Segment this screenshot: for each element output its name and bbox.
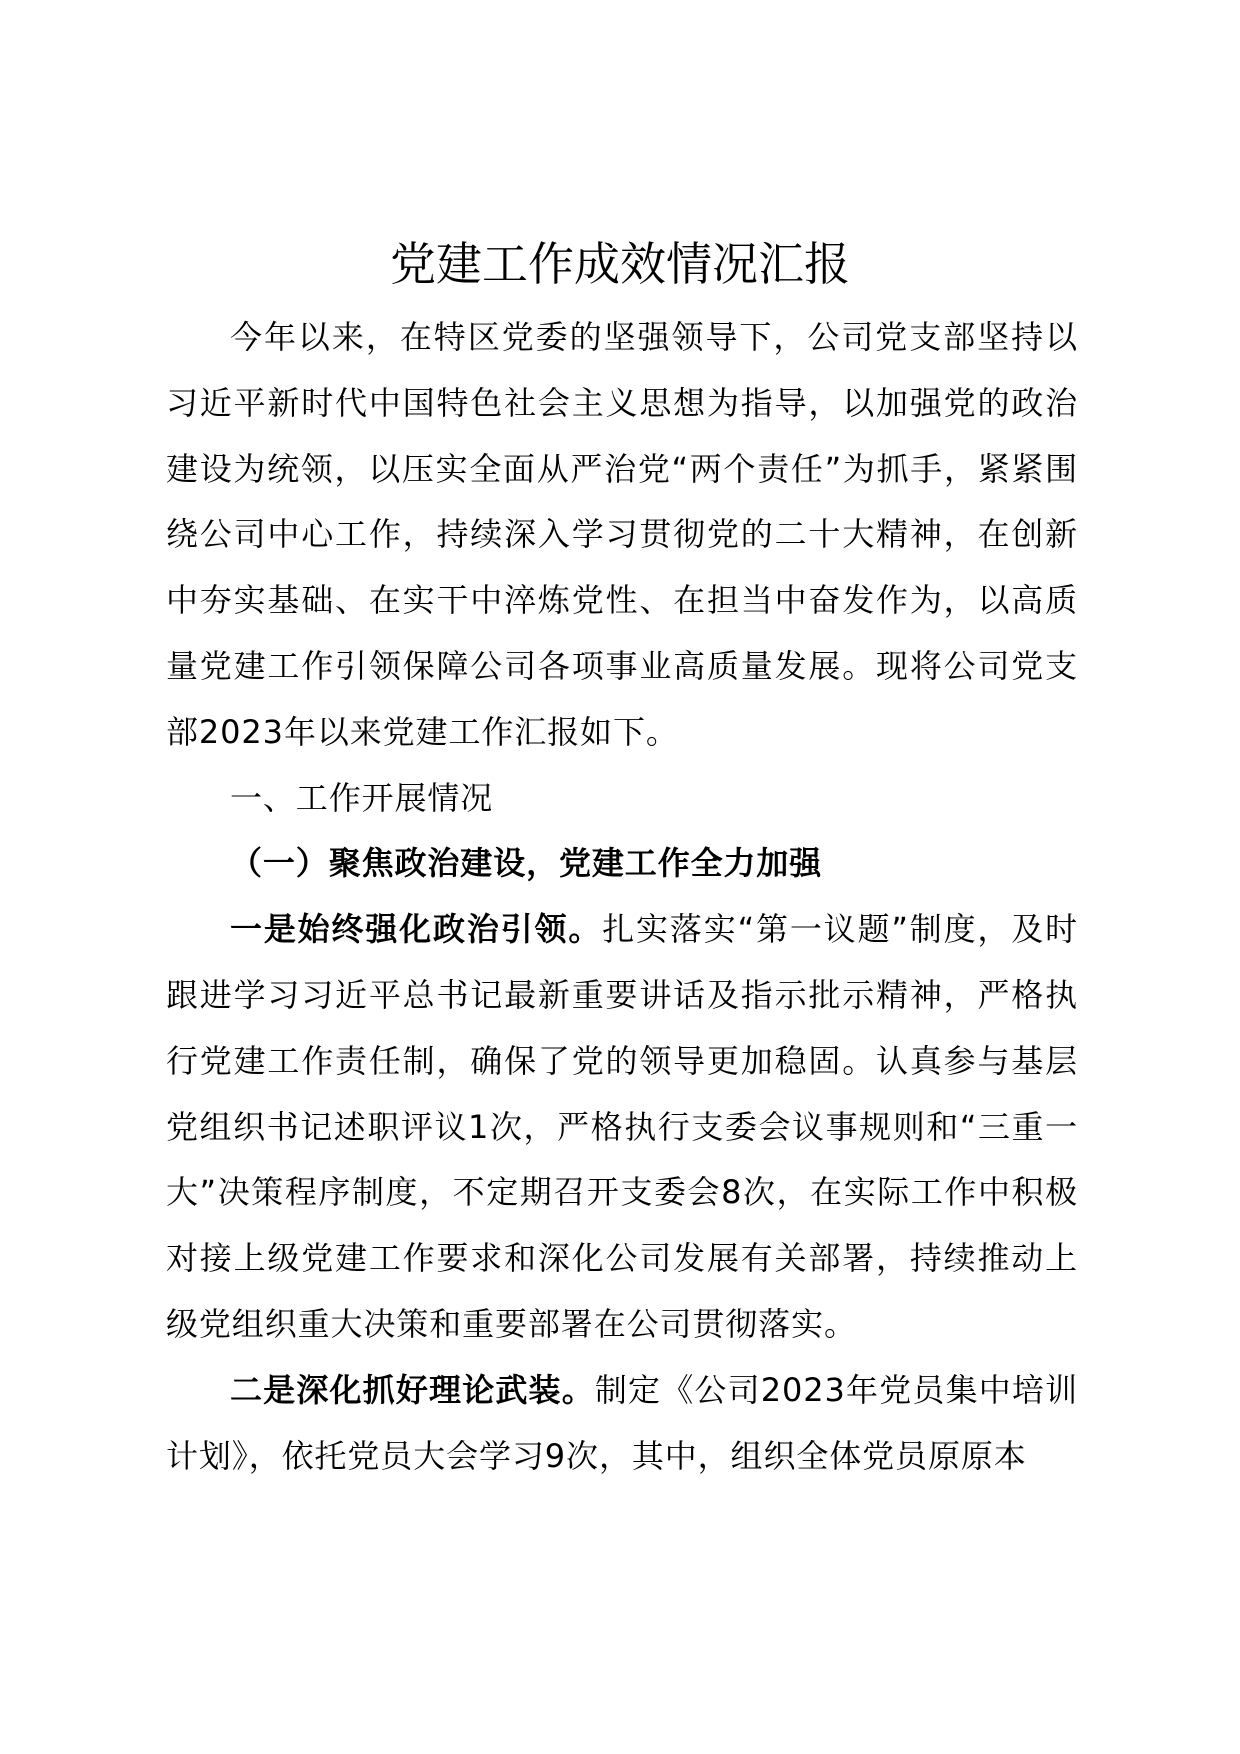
intro-paragraph: 今年以来，在特区党委的坚强领导下，公司党支部坚持以习近平新时代中国特色社会主义思想为指导，以加强党的政治建设为统领，以压实全面从严治党“两个责任”为抓手，紧紧围绕公司中心工作，持续深入学习贯彻党的二十大精神，在创新中夯实基础、在实干中淬炼党性、在担当中奋发作为，以高质量党建工作引领保障公司各项事业高质量发展。现将公司党支部2023年以来党建工作汇报如下。	[166, 318, 1078, 751]
paragraph-lead: 一是始终强化政治引领。	[230, 910, 603, 949]
subsection-heading: （一）聚焦政治建设，党建工作全力加强	[230, 844, 823, 883]
paragraph-theory-study	[166, 1358, 1078, 1490]
section-heading: 一、工作开展情况	[230, 778, 494, 817]
paragraph-text: 制定《公司2023年党员集中培训计划》，依托党员大会学习9次，其中，组织全体党员原原本	[166, 1370, 1078, 1475]
paragraph-lead: 二是深化抓好理论武装。	[230, 1370, 595, 1409]
document-body	[166, 305, 1078, 1489]
document-title: 党建工作成效情况汇报	[390, 237, 850, 291]
paragraph-text: 扎实落实“第一议题”制度，及时跟进学习习近平总书记最新重要讲话及指示批示精神，严格执行党建工作责任制，确保了党的领导更加稳固。认真参与基层党组织书记述职评议1次，严格执行支委会议事规则和“三重一大”决策程序制度，不定期召开支委会8次，在实际工作中积极对接上级党建工作要求和深化公司发展有关部署，持续推动上级党组织重大决策和重要部署在公司贯彻落实。	[166, 910, 1078, 1343]
paragraph-political-guidance	[166, 897, 1078, 1358]
